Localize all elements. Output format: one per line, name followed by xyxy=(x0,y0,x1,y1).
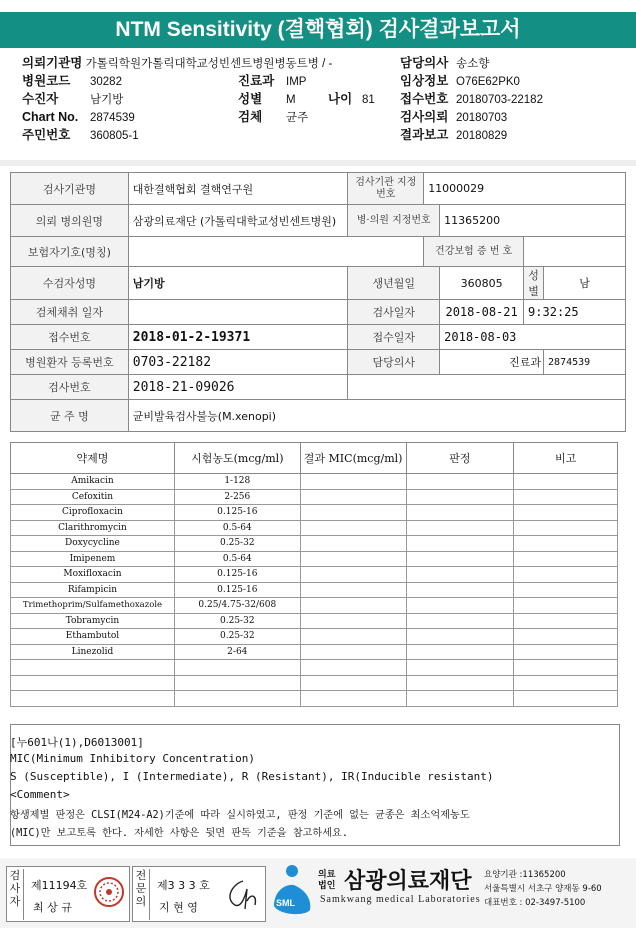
specimen-label: 검체 xyxy=(238,110,263,124)
col-note: 비고 xyxy=(514,443,618,474)
tester-seal xyxy=(93,876,125,908)
accession-label: 접수번호 xyxy=(400,92,449,106)
table-row xyxy=(11,598,618,614)
header-divider xyxy=(0,160,636,166)
patient-name-label: 수검자성명 xyxy=(11,267,129,300)
rrn-value: 360805-1 xyxy=(90,130,139,142)
patient-value: 남기방 xyxy=(90,94,124,106)
drug-name: Moxifloxacin xyxy=(11,567,175,583)
comment-line-6: (MIC)만 보고토록 한다. 자세한 사항은 뒷면 판독 기준을 참고하세요. xyxy=(10,828,349,839)
drug-name: Trimethoprim/Sulfamethoxazole xyxy=(11,598,175,614)
table-row xyxy=(11,629,618,645)
code-line: 요양기관 :11365200 xyxy=(484,870,566,880)
table-row xyxy=(11,474,618,490)
table-row xyxy=(11,644,618,660)
sex-value: M xyxy=(286,94,296,106)
request-date-label: 검사의뢰 xyxy=(400,110,449,124)
info-table xyxy=(10,172,626,432)
hospital-reg-label: 병원환자 등록번호 xyxy=(11,350,129,375)
patient-label: 수진자 xyxy=(22,92,59,106)
req-org-value: 가톨릭학원가톨릭대학교성빈센트병원 xyxy=(85,58,275,70)
test-conc: 0.125-16 xyxy=(174,582,300,598)
sex-label: 성별 xyxy=(238,92,263,106)
patient-name-value: 남기방 xyxy=(128,267,348,300)
phone-line: 대표번호 : 02-3497-5100 xyxy=(484,898,586,908)
test-conc: 2-256 xyxy=(174,489,300,505)
hosp-code-value: 30282 xyxy=(90,76,122,88)
strain-label: 균 주 명 xyxy=(11,400,129,432)
drug-name: Rifampicin xyxy=(11,582,175,598)
insured-value xyxy=(128,237,423,267)
results-body xyxy=(11,474,618,707)
req-org-label: 의뢰기관명 xyxy=(22,56,83,70)
test-conc: 0.25-32 xyxy=(174,629,300,645)
test-no-empty xyxy=(348,375,626,400)
hospital-reg-value: 0703-22182 xyxy=(128,350,348,375)
receive-value: 2018-08-03 xyxy=(440,325,626,350)
test-conc: 0.5-64 xyxy=(174,551,300,567)
drug-name: Cefoxitin xyxy=(11,489,175,505)
req-value: 삼광의료재단 (가톨릭대학교성빈센트병원) xyxy=(128,205,348,237)
test-conc: 0.25-32 xyxy=(174,613,300,629)
header-mid xyxy=(238,74,375,128)
lab-value: 대한결핵협회 결핵연구원 xyxy=(128,173,348,205)
request-date-value: 20180703 xyxy=(456,112,508,124)
drug-name: Imipenem xyxy=(11,551,175,567)
org-name: 삼광의료재단 xyxy=(344,868,472,893)
receive-label: 접수일자 xyxy=(348,325,440,350)
dept-label: 진료과 xyxy=(238,74,275,88)
specialist-name: 지 현 영 xyxy=(159,901,198,914)
specialist-no: 제3 3 3 호 xyxy=(157,879,210,892)
tester-box xyxy=(6,866,130,922)
drug-name: Ciprofloxacin xyxy=(11,505,175,521)
tester-no: 제11194호 xyxy=(31,879,88,892)
table-row xyxy=(11,489,618,505)
test-conc: 0.125-16 xyxy=(174,567,300,583)
address-line: 서울특별시 서초구 양재동 9-60 xyxy=(484,884,602,894)
test-conc: 0.25/4.75-32/608 xyxy=(174,598,300,614)
accession-cell-value: 2018-01-2-19371 xyxy=(128,325,348,350)
collect-label: 검체채취 일자 xyxy=(11,300,129,325)
strain-value: 균비발육검사불능(M.xenopi) xyxy=(128,400,625,432)
table-row xyxy=(11,567,618,583)
test-conc: 0.125-16 xyxy=(174,505,300,521)
insurance-no-label: 건강보험 증 번 호 xyxy=(424,237,524,267)
collect-value xyxy=(128,300,348,325)
report-title: NTM Sensitivity (결핵협회) 검사결과보고서 xyxy=(0,12,636,48)
req-label: 의뢰 병의원명 xyxy=(11,205,129,237)
table-row xyxy=(11,520,618,536)
insurance-no-value xyxy=(524,237,626,267)
tester-name: 최 상 규 xyxy=(33,901,72,914)
footer xyxy=(0,858,636,928)
drug-name: Tobramycin xyxy=(11,613,175,629)
specialist-box xyxy=(132,866,266,922)
test-date-value: 2018-08-21 xyxy=(440,300,524,325)
table-row xyxy=(11,505,618,521)
sml-text: SML xyxy=(276,898,295,908)
lab-label: 검사기관명 xyxy=(11,173,129,205)
table-row xyxy=(11,613,618,629)
doctor-cell-label: 담당의사 xyxy=(348,350,440,375)
sex-cell-value: 남 xyxy=(544,267,626,300)
comment-line-5: 항생제별 판정은 CLSI(M24-A2)기준에 따라 실시하였고, 판정 기준에 없는 균종은 최소억제농도 xyxy=(10,810,470,821)
specialist-label: 전문의 xyxy=(133,869,150,920)
chart-no-label: Chart No. xyxy=(22,110,79,124)
table-row-empty xyxy=(11,675,618,691)
report-date-value: 20180829 xyxy=(456,130,508,142)
test-conc: 0.25-32 xyxy=(174,536,300,552)
table-row xyxy=(11,582,618,598)
comment-line-2: MIC(Minimum Inhibitory Concentration) xyxy=(10,752,256,765)
age-value: 81 xyxy=(362,94,375,106)
test-conc: 0.5-64 xyxy=(174,520,300,536)
table-row xyxy=(11,551,618,567)
clinical-value: O76E62PK0 xyxy=(456,76,520,88)
birth-label: 생년월일 xyxy=(348,267,440,300)
req-no-value: 11365200 xyxy=(440,205,626,237)
req-no-label: 병·의원 지정번호 xyxy=(348,205,440,237)
drug-name: Doxycycline xyxy=(11,536,175,552)
dept-cell-label: 진료과 xyxy=(440,350,544,375)
chart-no-value: 2874539 xyxy=(90,112,135,124)
drug-name: Linezolid xyxy=(11,644,175,660)
test-no-label: 검사번호 xyxy=(11,375,129,400)
org-prefix: 의료법인 xyxy=(318,870,336,891)
signature-icon xyxy=(221,875,261,913)
col-conc: 시험농도(mcg/ml) xyxy=(174,443,300,474)
results-table xyxy=(10,442,618,707)
sex-cell-label: 성별 xyxy=(524,267,544,300)
drug-name: Amikacin xyxy=(11,474,175,490)
dept-value: IMP xyxy=(286,76,307,88)
rrn-label: 주민번호 xyxy=(22,128,71,142)
table-row-empty xyxy=(11,660,618,676)
tester-label: 검사자 xyxy=(7,869,24,920)
comment-line-4: <Comment> xyxy=(10,788,70,801)
clinical-label: 임상정보 xyxy=(400,74,449,88)
table-row xyxy=(11,536,618,552)
hosp-code-label: 병원코드 xyxy=(22,74,71,88)
table-row-empty xyxy=(11,691,618,707)
test-date-label: 검사일자 xyxy=(348,300,440,325)
lab-no-label: 검사기관 지정번호 xyxy=(348,173,424,205)
header-right xyxy=(400,56,543,146)
dept-cell-value: 2874539 xyxy=(544,350,626,375)
test-time-value: 9:32:25 xyxy=(524,300,626,325)
drug-name: Clarithromycin xyxy=(11,520,175,536)
specimen-value: 균주 xyxy=(286,112,309,124)
org-en: Samkwang medical Laboratories xyxy=(320,894,481,905)
accession-cell-label: 접수번호 xyxy=(11,325,129,350)
birth-value: 360805 xyxy=(440,267,524,300)
ward-value: 병동트병 / - xyxy=(274,58,333,70)
doctor-label: 담당의사 xyxy=(400,56,449,70)
insured-label: 보험자기호(명칭) xyxy=(11,237,129,267)
test-conc: 2-64 xyxy=(174,644,300,660)
test-conc: 1-128 xyxy=(174,474,300,490)
comment-line-3: S (Susceptible), I (Intermediate), R (Resistant), IR(Inducible resistant) xyxy=(10,770,494,783)
comment-line-1: [누601나(1),D6013001] xyxy=(10,736,144,749)
accession-value: 20180703-22182 xyxy=(456,94,543,106)
test-no-value: 2018-21-09026 xyxy=(128,375,348,400)
col-interp: 판정 xyxy=(406,443,514,474)
col-mic: 결과 MIC(mcg/ml) xyxy=(300,443,406,474)
contact-info xyxy=(484,868,602,910)
doctor-value: 송소향 xyxy=(456,58,490,70)
lab-no-value: 11000029 xyxy=(424,173,626,205)
drug-name: Ethambutol xyxy=(11,629,175,645)
report-date-label: 결과보고 xyxy=(400,128,449,142)
col-drug: 약제명 xyxy=(11,443,175,474)
age-label: 나이 xyxy=(328,92,353,106)
